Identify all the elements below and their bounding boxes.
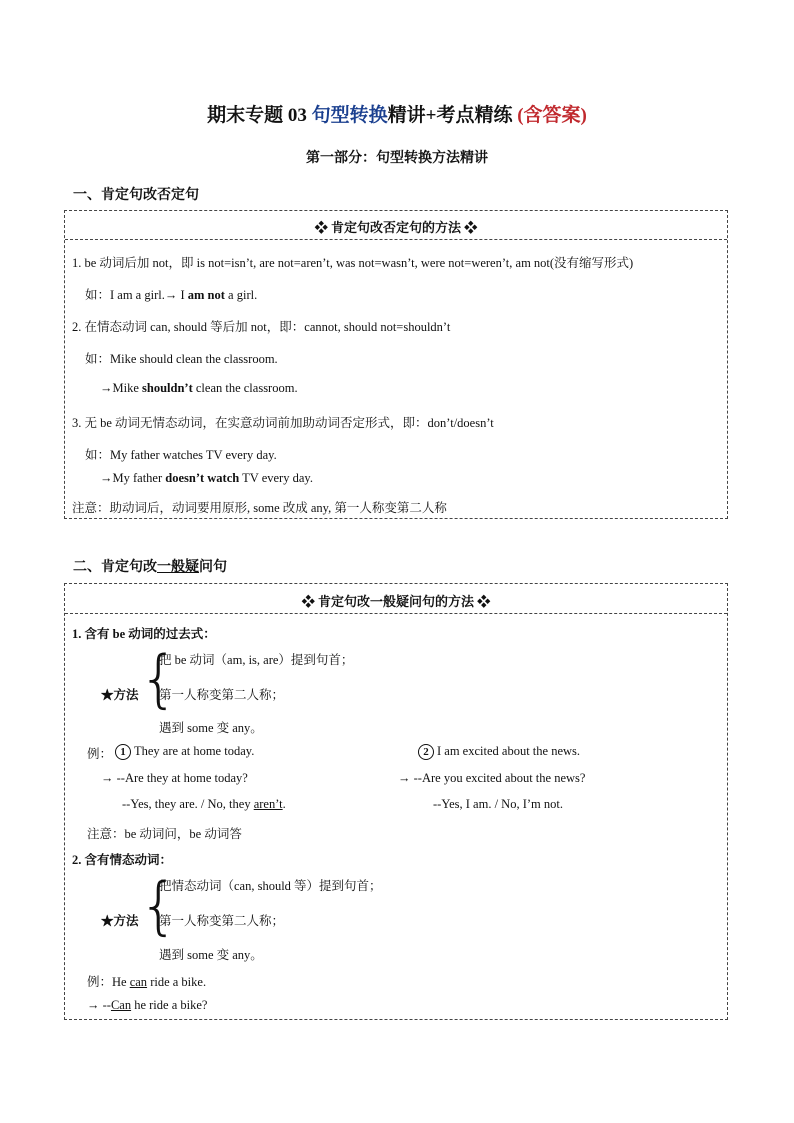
section2-box-title: ❖ 肯定句改一般疑问句的方法 ❖ <box>301 594 491 609</box>
method-label-2: ★方法 <box>101 914 139 928</box>
example-a: 1 They are at home today. <box>115 744 254 760</box>
example-3-original: 如：My father watches TV every day. <box>85 448 277 462</box>
example-a-answer: --Yes, they are. / No, they aren’t. <box>122 797 286 811</box>
section1-note: 注意：助动词后，动词要用原形, some 改成 any, 第一人称变第二人称 <box>72 501 447 515</box>
section1-box-divider <box>65 239 727 240</box>
example-b-answer: --Yes, I am. / No, I’m not. <box>433 797 563 811</box>
method1-step3: 遇到 some 变 any。 <box>159 721 263 735</box>
section1-box-title: ❖ 肯定句改否定句的方法 ❖ <box>314 220 478 235</box>
example-c: 例：He can ride a bike. <box>87 975 207 989</box>
brace-2: { <box>139 869 179 942</box>
section2-box-divider <box>65 613 727 614</box>
part1-title: 1. 含有 be 动词的过去式： <box>72 627 216 641</box>
method2-step3: 遇到 some 变 any。 <box>159 948 263 962</box>
example-label: 例： <box>87 747 113 761</box>
rule-1: 1. be 动词后加 not，即 is not=isn’t, are not=aren’t, was not=wasn’t, were not=weren’t, am not(没有缩写形式) <box>72 256 634 270</box>
page-title <box>0 100 794 127</box>
example-1: 如：I am a girl.→ I am not a girl. <box>85 288 258 302</box>
title-highlight: 句型转换 <box>311 105 388 126</box>
page-subtitle: 第一部分：句型转换方法精讲 <box>306 151 488 166</box>
section2-note: 注意：be 动词问，be 动词答 <box>87 827 242 841</box>
method2-step2: 第一人称变第二人称； <box>159 914 285 928</box>
example-b-question: → --Are you excited about the news? <box>398 771 586 785</box>
title-answer-tag: (含答案) <box>517 105 587 126</box>
method-label-1: ★方法 <box>101 688 139 702</box>
part2-title: 2. 含有情态动词： <box>72 853 173 867</box>
example-a-question: → --Are they at home today? <box>101 771 248 785</box>
example-3-negative: →My father doesn’t watch TV every day. <box>100 471 313 485</box>
example-2-negative: →Mike shouldn’t clean the classroom. <box>100 381 298 395</box>
section1-box <box>64 210 728 519</box>
rule-3: 3. 无 be 动词无情态动词，在实意动词前加助动词否定形式，即：don’t/doesn’t <box>72 416 494 430</box>
section2-box <box>64 583 728 1020</box>
example-2-original: 如：Mike should clean the classroom. <box>85 352 278 366</box>
title-prefix: 期末专题 03 <box>207 105 312 126</box>
example-b: 2 I am excited about the news. <box>418 744 580 760</box>
brace-1: { <box>139 642 179 715</box>
method1-step1: 把 be 动词（am, is, are）提到句首； <box>159 653 354 667</box>
section1-heading: 一、肯定句改否定句 <box>73 188 199 203</box>
section2-heading: 二、肯定句改一般疑问句 <box>73 560 227 575</box>
circled-number-2: 2 <box>418 744 434 760</box>
method2-step1: 把情态动词（can, should 等）提到句首； <box>159 879 382 893</box>
method1-step2: 第一人称变第二人称； <box>159 688 285 702</box>
circled-number-1: 1 <box>115 744 131 760</box>
example-c-question: → --Can he ride a bike? <box>87 998 208 1012</box>
rule-2: 2. 在情态动词 can, should 等后加 not，即：cannot, should not=shouldn’t <box>72 320 451 334</box>
title-middle: 精讲+考点精练 <box>387 105 518 126</box>
